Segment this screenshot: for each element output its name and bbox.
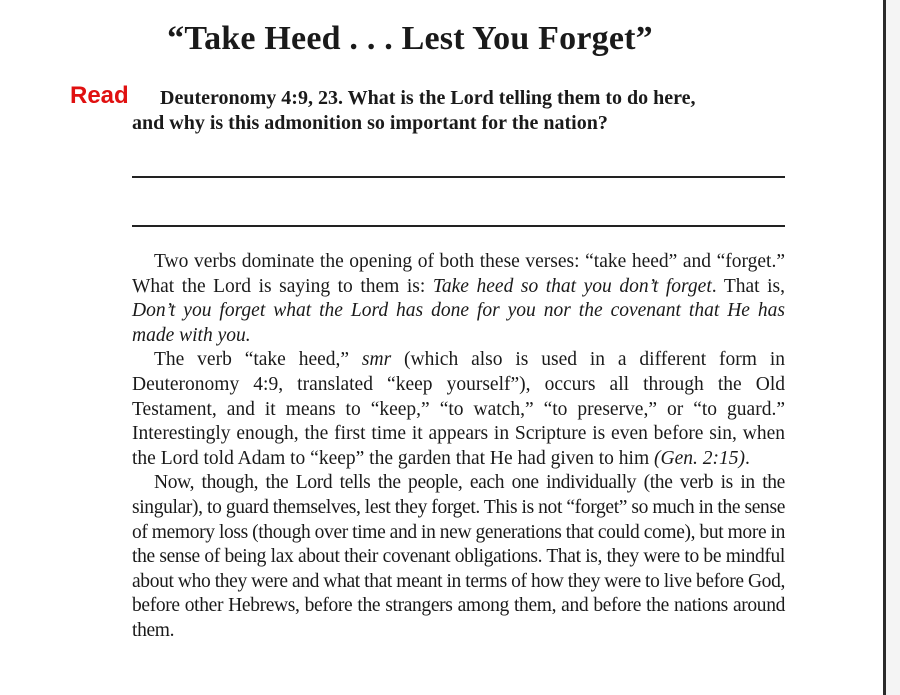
page-edge-margin <box>886 0 900 695</box>
page-title: “Take Heed . . . Lest You Forget” <box>167 20 653 57</box>
commentary-body <box>132 250 785 644</box>
answer-line-1[interactable] <box>132 176 785 178</box>
prompt-line-2: and why is this admonition so important for the nation? <box>132 112 608 134</box>
paragraph-1: Two verbs dominate the opening of both these verses: “take heed” and “forget.” What the Lord is saying to them is: Take heed so that you don’t forget. That is, Don’t you forget what the Lord has done for you nor the covenant that He has made with you. <box>132 251 785 346</box>
read-label: Read <box>70 82 129 109</box>
paragraph-2: The verb “take heed,” smr (which also is used in a different form in Deuteronomy 4:9, translated “keep yourself”), occurs all through the Old Testament, and it means to “keep,” “to watch,” “to preserve,” or “to guard.” Interestingly enough, the first time it appears in Scripture is even before sin, when the Lord told Adam to “keep” the garden that He had given to him (Gen. 2:15). <box>132 349 785 469</box>
paragraph-3: Now, though, the Lord tells the people, each one individually (the verb is in the singular), to guard themselves, lest they forget. This is not “forget” so much in the sense of memory loss (though over time and in new generations that could come), but more in the sense of being lax about their covenant obligations. That is, they were to be mindful about who they were and what that meant in terms of how they were to live before God, before other Hebrews, before the strangers among them, and before the nations around them. <box>132 472 785 641</box>
prompt-line-1: Deuteronomy 4:9, 23. What is the Lord telling them to do here, <box>160 87 696 109</box>
answer-line-2[interactable] <box>132 225 785 227</box>
